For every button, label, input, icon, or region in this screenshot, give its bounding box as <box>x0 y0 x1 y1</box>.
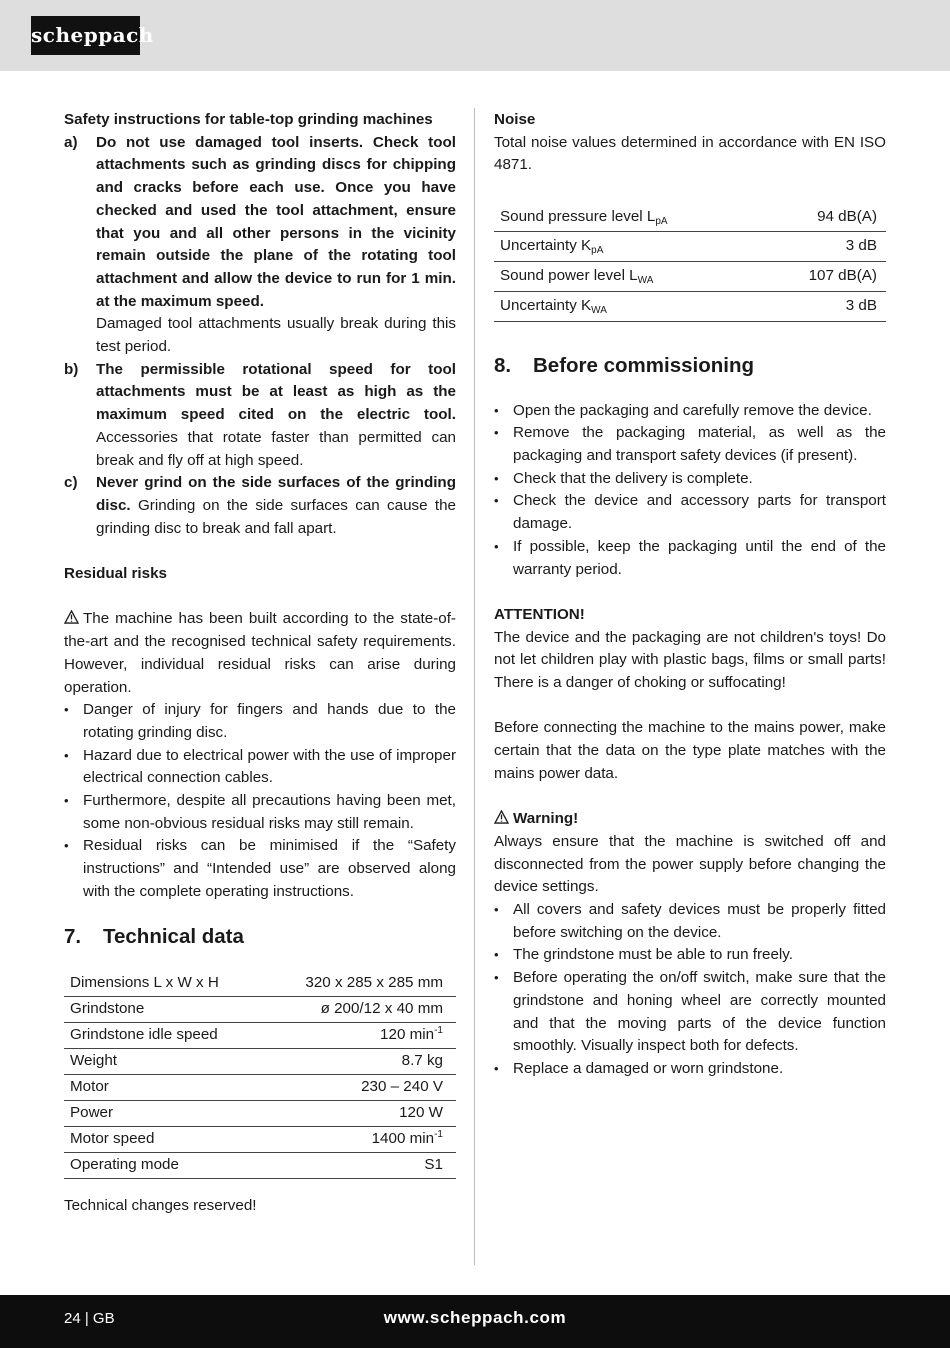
technical-data-heading <box>64 923 456 951</box>
table-row <box>64 1101 456 1127</box>
list-item: • Residual risks can be minimised if the “Safety instructions” and “Intended use” are observed along with the complete operating instructions. <box>64 835 456 903</box>
item-text: Damaged tool attachments usually break during this test period. <box>96 315 456 356</box>
table-row <box>64 1075 456 1101</box>
spec-value: 1400 $\min^{-1}$ <box>263 1127 456 1153</box>
item-label: a) <box>64 133 78 151</box>
safety-item-c <box>64 472 456 540</box>
item-text: Accessories that rotate faster than permitted can break and fly off at high speed. <box>96 428 456 469</box>
technical-note: Technical changes reserved! <box>64 1197 257 1215</box>
section-title: Before commissioning <box>533 353 754 377</box>
item-label: b) <box>64 360 79 378</box>
spec-label: Weight <box>64 1049 263 1075</box>
noise-text: Total noise values determined in accordance with EN ISO 4871. <box>494 133 886 174</box>
table-row <box>64 1023 456 1049</box>
spec-label: Operating mode <box>64 1153 263 1179</box>
item-bold-text: Do not use damaged tool inserts. Check tool attachments such as grinding discs for chipping and cracks before each use. Once you have checked and used the tool attachment, ensure that you and all other persons in the vicinity remain outside the plane of the rotating tool attachment and allow the device to run for 1 min. at the maximum speed. <box>96 133 456 310</box>
residual-intro-text: The machine has been built according to the state-of-the-art and the recognised technical safety requirements. However, individual residual risks can arise during operation. <box>64 610 456 696</box>
page-header <box>0 0 950 71</box>
item-bold-text: Never grind on the side surfaces of the grinding disc. <box>96 474 456 514</box>
list-item: • Replace a damaged or worn grindstone. <box>494 1058 886 1081</box>
noise-label: Sound pressure level $L_{pA}$ <box>494 203 762 231</box>
noise-table <box>494 203 886 322</box>
table-row <box>64 1127 456 1153</box>
list-item: • The grindstone must be able to run freely. <box>494 944 886 967</box>
warning-triangle-icon <box>64 610 79 624</box>
list-item: • If possible, keep the packaging until the end of the warranty period. <box>494 536 886 581</box>
item-label: c) <box>64 474 78 492</box>
table-row <box>494 203 886 231</box>
safety-item-b <box>64 359 456 473</box>
column-divider <box>474 108 475 1265</box>
safety-item-a <box>64 132 456 359</box>
table-row <box>494 261 886 291</box>
section-number: 8. <box>494 353 512 377</box>
page-footer <box>0 1295 950 1348</box>
website-link[interactable]: www.scheppach.com <box>383 1308 567 1327</box>
spec-value: 320 x 285 x 285 mm <box>263 971 456 997</box>
brand-logo: scheppach <box>31 16 140 55</box>
spec-label: Motor speed <box>64 1127 263 1153</box>
left-column <box>64 109 456 1218</box>
list-item: • All covers and safety devices must be properly fitted before switching on the device. <box>494 899 886 944</box>
spec-label: Dimensions L x W x H <box>64 971 263 997</box>
page-number: 24 | GB <box>64 1310 115 1327</box>
spec-value: 120 $\min^{-1}$ <box>263 1023 456 1049</box>
residual-intro <box>64 608 456 699</box>
spec-label: Grindstone <box>64 997 263 1023</box>
table-row <box>64 1049 456 1075</box>
list-item: • Danger of injury for fingers and hands due to the rotating grinding disc. <box>64 699 456 744</box>
spec-value: 8.7 kg <box>263 1049 456 1075</box>
warning-heading <box>494 808 886 831</box>
item-text: Grinding on the side surfaces can cause the grinding disc to break and fall apart. <box>96 496 456 537</box>
noise-heading: Noise <box>494 111 536 128</box>
table-row <box>64 1153 456 1179</box>
table-row <box>64 997 456 1023</box>
item-bold-text: The permissible rotational speed for tool attachments must be at least as high as the maximum speed cited on the electric tool. <box>96 360 456 424</box>
table-row <box>494 231 886 261</box>
residual-heading: Residual risks <box>64 565 167 583</box>
list-item: • Check that the delivery is complete. <box>494 468 886 491</box>
list-item: • Open the packaging and carefully remove the device. <box>494 400 886 423</box>
spec-label: Motor <box>64 1075 263 1101</box>
warning-triangle-icon <box>494 810 509 824</box>
noise-value: 107 dB(A) <box>762 261 886 291</box>
spec-value: S1 <box>263 1153 456 1179</box>
list-item: • Hazard due to electrical power with the use of improper electrical connection cables. <box>64 745 456 790</box>
warning-text: Always ensure that the machine is switched off and disconnected from the power supply before changing the device settings. <box>494 832 886 896</box>
list-item: • Furthermore, despite all precautions having been met, some non-obvious residual risks may still remain. <box>64 790 456 835</box>
list-item: • Check the device and accessory parts for transport damage. <box>494 490 886 535</box>
noise-label: Sound power level $L_{WA}$ <box>494 261 762 291</box>
spec-value: 230 – 240 V <box>263 1075 456 1101</box>
section-title: Technical data <box>103 924 244 948</box>
spec-label: Grindstone idle speed <box>64 1023 263 1049</box>
attention-heading: ATTENTION! <box>494 605 585 623</box>
technical-data-table <box>64 971 456 1180</box>
noise-value: 94 dB(A) <box>762 203 886 231</box>
noise-value: 3 dB <box>762 231 886 261</box>
commissioning-heading <box>494 352 886 380</box>
attention-text: The device and the packaging are not children's toys! Do not let children play with plastic bags, films or small parts! There is a danger of choking or suffocating! <box>494 628 886 692</box>
right-column <box>494 109 886 1081</box>
section-number: 7. <box>64 924 82 948</box>
spec-value: ø 200/12 x 40 mm <box>263 997 456 1023</box>
noise-value: 3 dB <box>762 291 886 321</box>
safety-heading: Safety instructions for table-top grinding machines <box>64 111 433 128</box>
list-item: • Before operating the on/off switch, make sure that the grindstone and honing wheel are correctly mounted and that the moving parts of the device function smoothly. Visually inspect both for defects. <box>494 967 886 1058</box>
spec-value: 120 W <box>263 1101 456 1127</box>
noise-label: Uncertainty $K_{pA}$ <box>494 231 762 261</box>
noise-label: Uncertainty $K_{WA}$ <box>494 291 762 321</box>
spec-label: Power <box>64 1101 263 1127</box>
table-row <box>494 291 886 321</box>
table-row <box>64 971 456 997</box>
mains-text: Before connecting the machine to the mains power, make certain that the data on the type plate matches with the mains power data. <box>494 719 886 782</box>
warning-heading-text: Warning! <box>513 810 579 828</box>
list-item: • Remove the packaging material, as well as the packaging and transport safety devices (if present). <box>494 422 886 467</box>
